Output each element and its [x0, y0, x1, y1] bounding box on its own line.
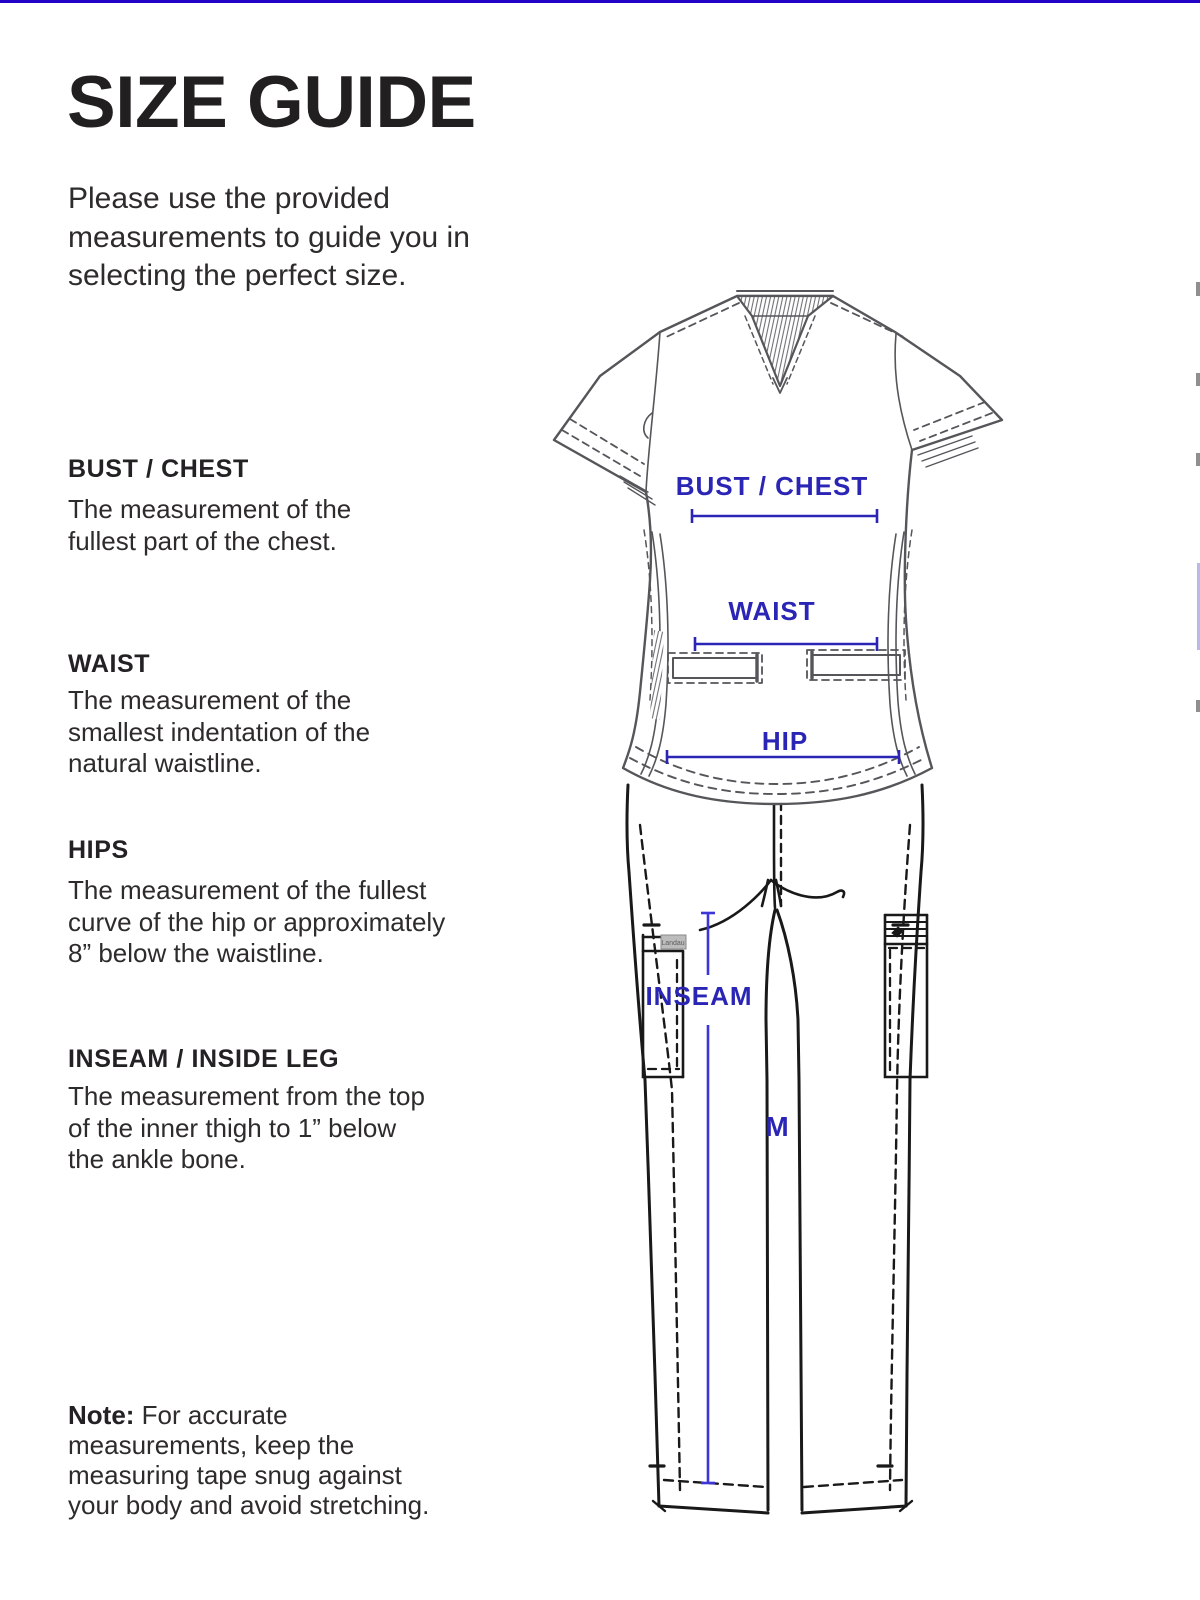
- body-line: the ankle bone.: [68, 1144, 246, 1174]
- body-line: The measurement of the: [68, 494, 352, 524]
- note-line: measurements, keep the: [68, 1430, 355, 1460]
- body-line: smallest indentation of the: [68, 716, 371, 747]
- body-line: natural waistline.: [68, 748, 262, 778]
- section-body-inseam: [68, 1081, 425, 1176]
- body-line: of the inner thigh to 1” below: [68, 1112, 397, 1143]
- label-size-marker: M: [765, 1111, 789, 1142]
- label-inseam: INSEAM: [645, 981, 753, 1011]
- label-waist: WAIST: [728, 596, 816, 626]
- intro-line: selecting the perfect size.: [68, 259, 407, 292]
- section-heading-waist: WAIST: [68, 650, 151, 678]
- intro-line: Please use the provided: [68, 182, 390, 215]
- body-line: The measurement of the fullest: [68, 875, 427, 905]
- edge-artifact: [1196, 373, 1200, 386]
- section-heading-bust-chest: BUST / CHEST: [68, 455, 249, 483]
- edge-artifact: [1196, 282, 1200, 296]
- scrub-pants-drawing: [627, 785, 927, 1513]
- note-line: Note: For accurate: [68, 1400, 288, 1430]
- note-line: measuring tape snug against: [68, 1460, 402, 1490]
- label-hip: HIP: [761, 726, 809, 756]
- scrubs-measurement-diagram: [540, 280, 1060, 1540]
- intro-text: [68, 180, 470, 296]
- note-text: [68, 1400, 429, 1520]
- section-body-bust-chest: [68, 494, 351, 557]
- right-cargo-pocket: [885, 915, 927, 1077]
- note-line: your body and avoid stretching.: [68, 1490, 430, 1520]
- section-body-hips: [68, 875, 445, 970]
- label-bust-chest: BUST / CHEST: [675, 471, 869, 501]
- body-line: The measurement of the: [68, 685, 352, 715]
- section-body-waist: [68, 685, 370, 780]
- body-line: 8” below the waistline.: [68, 938, 324, 968]
- edge-artifact: [1196, 453, 1200, 466]
- section-heading-inseam: INSEAM / INSIDE LEG: [68, 1045, 340, 1073]
- edge-artifact: [1196, 700, 1200, 712]
- body-line: The measurement from the top: [68, 1081, 425, 1111]
- note-label: Note:: [68, 1400, 135, 1430]
- body-line: fullest part of the chest.: [68, 525, 337, 556]
- body-line: curve of the hip or approximately: [68, 906, 446, 937]
- intro-line: measurements to guide you in: [68, 220, 470, 254]
- section-heading-hips: HIPS: [68, 836, 129, 864]
- top-accent-border: [0, 0, 1200, 3]
- pocket-brand-tag: Landau: [661, 940, 685, 947]
- page-title: SIZE GUIDE: [67, 62, 476, 143]
